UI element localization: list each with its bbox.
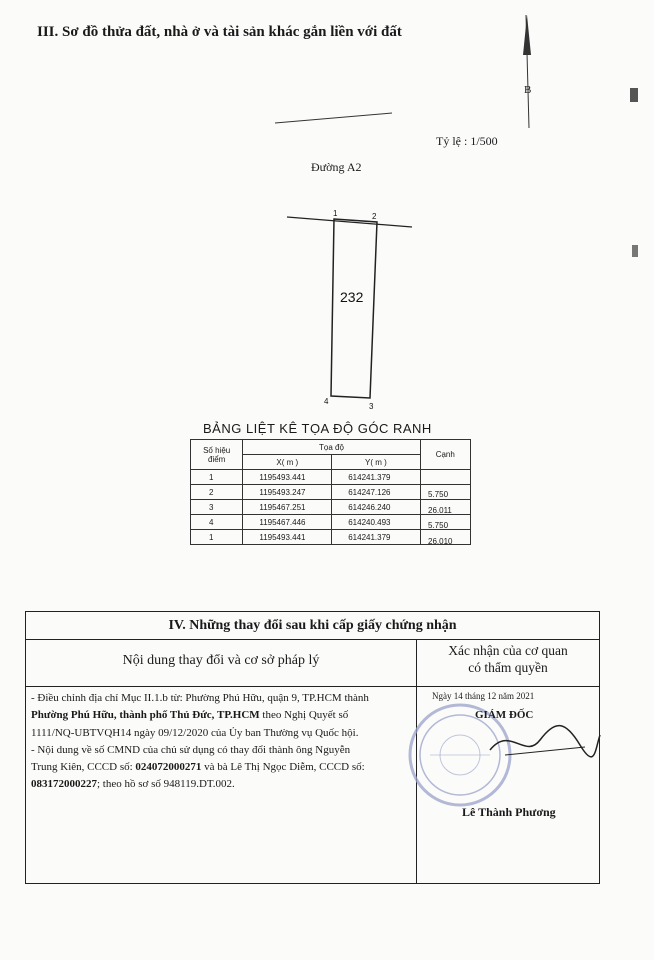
content-line: 1111/NQ-UBTVQH14 ngày 09/12/2020 của Ủy ban Thường vụ Quốc hội. <box>31 726 359 739</box>
content-text: theo Nghị Quyết số <box>259 709 349 722</box>
table-row <box>191 470 471 485</box>
changes-content <box>31 690 413 794</box>
corner-label-1: 1 <box>333 209 338 218</box>
coord-table-title: BẢNG LIỆT KÊ TỌA ĐỘ GÓC RANH <box>203 421 432 436</box>
confirmation-header-line-1: Xác nhận của cơ quan <box>448 643 568 658</box>
id-number: 024072000271 <box>135 761 202 774</box>
cell-x: 1195493.247 <box>243 485 332 500</box>
cell-y: 614241.379 <box>332 470 420 485</box>
road-name: Đường A2 <box>311 160 362 174</box>
cell-x: 1195467.446 <box>243 515 332 530</box>
edge-length-3-4: 5.750 <box>428 521 449 530</box>
content-text: Trung Kiên, CCCD số: <box>31 761 136 774</box>
content-text: ; theo hồ sơ số 948119.DT.002. <box>97 778 235 791</box>
parcel-map <box>0 0 654 430</box>
header-point-line-1: Số hiệu <box>203 445 231 455</box>
header-x: X( m ) <box>243 455 332 470</box>
north-arrow-head <box>523 15 531 55</box>
map-scale: Tỷ lệ : 1/500 <box>436 134 498 148</box>
header-edge: Cạnh <box>420 440 470 470</box>
header-divider <box>26 686 599 687</box>
parcel-number: 232 <box>340 289 364 305</box>
corner-label-3: 3 <box>369 402 374 411</box>
cell-point: 1 <box>191 530 243 545</box>
corner-label-4: 4 <box>324 397 329 406</box>
director-title: GIÁM ĐỐC <box>475 709 534 721</box>
orientation-line <box>275 113 392 123</box>
cell-edge <box>420 470 470 485</box>
header-point-line-2: điểm <box>208 454 226 464</box>
road-edge-line <box>287 217 412 227</box>
id-number: 083172000227 <box>31 778 97 791</box>
header-y: Y( m ) <box>332 455 420 470</box>
cell-y: 614241.379 <box>332 530 420 545</box>
content-line <box>31 776 413 793</box>
new-address: Phường Phú Hữu, thành phố Thủ Đức, TP.HCM <box>31 709 260 722</box>
confirmation-date: Ngày 14 tháng 12 năm 2021 <box>432 691 535 701</box>
north-label: B <box>524 84 532 96</box>
cell-x: 1195467.251 <box>243 500 332 515</box>
changes-column-header: Nội dung thay đổi và cơ sở pháp lý <box>122 653 320 668</box>
content-line <box>31 759 413 776</box>
corner-label-2: 2 <box>372 212 377 221</box>
parcel-outline <box>331 219 377 398</box>
signer-name: Lê Thành Phương <box>462 805 556 819</box>
edge-length-2-3: 26.011 <box>428 506 452 515</box>
header-point <box>191 440 243 470</box>
section-4-heading: IV. Những thay đổi sau khi cấp giấy chứng nhận <box>26 612 599 640</box>
section-3-heading: III. Sơ đồ thửa đất, nhà ở và tài sản khác gắn liền với đất <box>37 24 402 40</box>
content-line <box>31 707 413 724</box>
cell-point: 1 <box>191 470 243 485</box>
cell-y: 614246.240 <box>332 500 420 515</box>
confirmation-column-header <box>418 642 598 676</box>
content-line: - Nội dung về số CMND của chủ sử dụng có thay đổi thành ông Nguyễn <box>31 743 351 756</box>
cell-y: 614247.126 <box>332 485 420 500</box>
header-coords: Tọa độ <box>243 440 420 455</box>
confirmation-header-line-2: có thẩm quyền <box>468 660 548 675</box>
cell-point: 2 <box>191 485 243 500</box>
cell-point: 4 <box>191 515 243 530</box>
cell-x: 1195493.441 <box>243 530 332 545</box>
scan-mark <box>632 245 638 257</box>
cell-x: 1195493.441 <box>243 470 332 485</box>
edge-length-4-1: 26.010 <box>428 537 453 546</box>
cell-point: 3 <box>191 500 243 515</box>
cell-y: 614240.493 <box>332 515 420 530</box>
edge-length-1-2: 5.750 <box>428 490 449 499</box>
scan-mark <box>630 88 638 102</box>
content-text: và bà Lê Thị Ngọc Diễm, CCCD số: <box>201 761 365 774</box>
content-line: - Điều chỉnh địa chỉ Mục II.1.b từ: Phường Phú Hữu, quận 9, TP.HCM thành <box>31 692 369 704</box>
